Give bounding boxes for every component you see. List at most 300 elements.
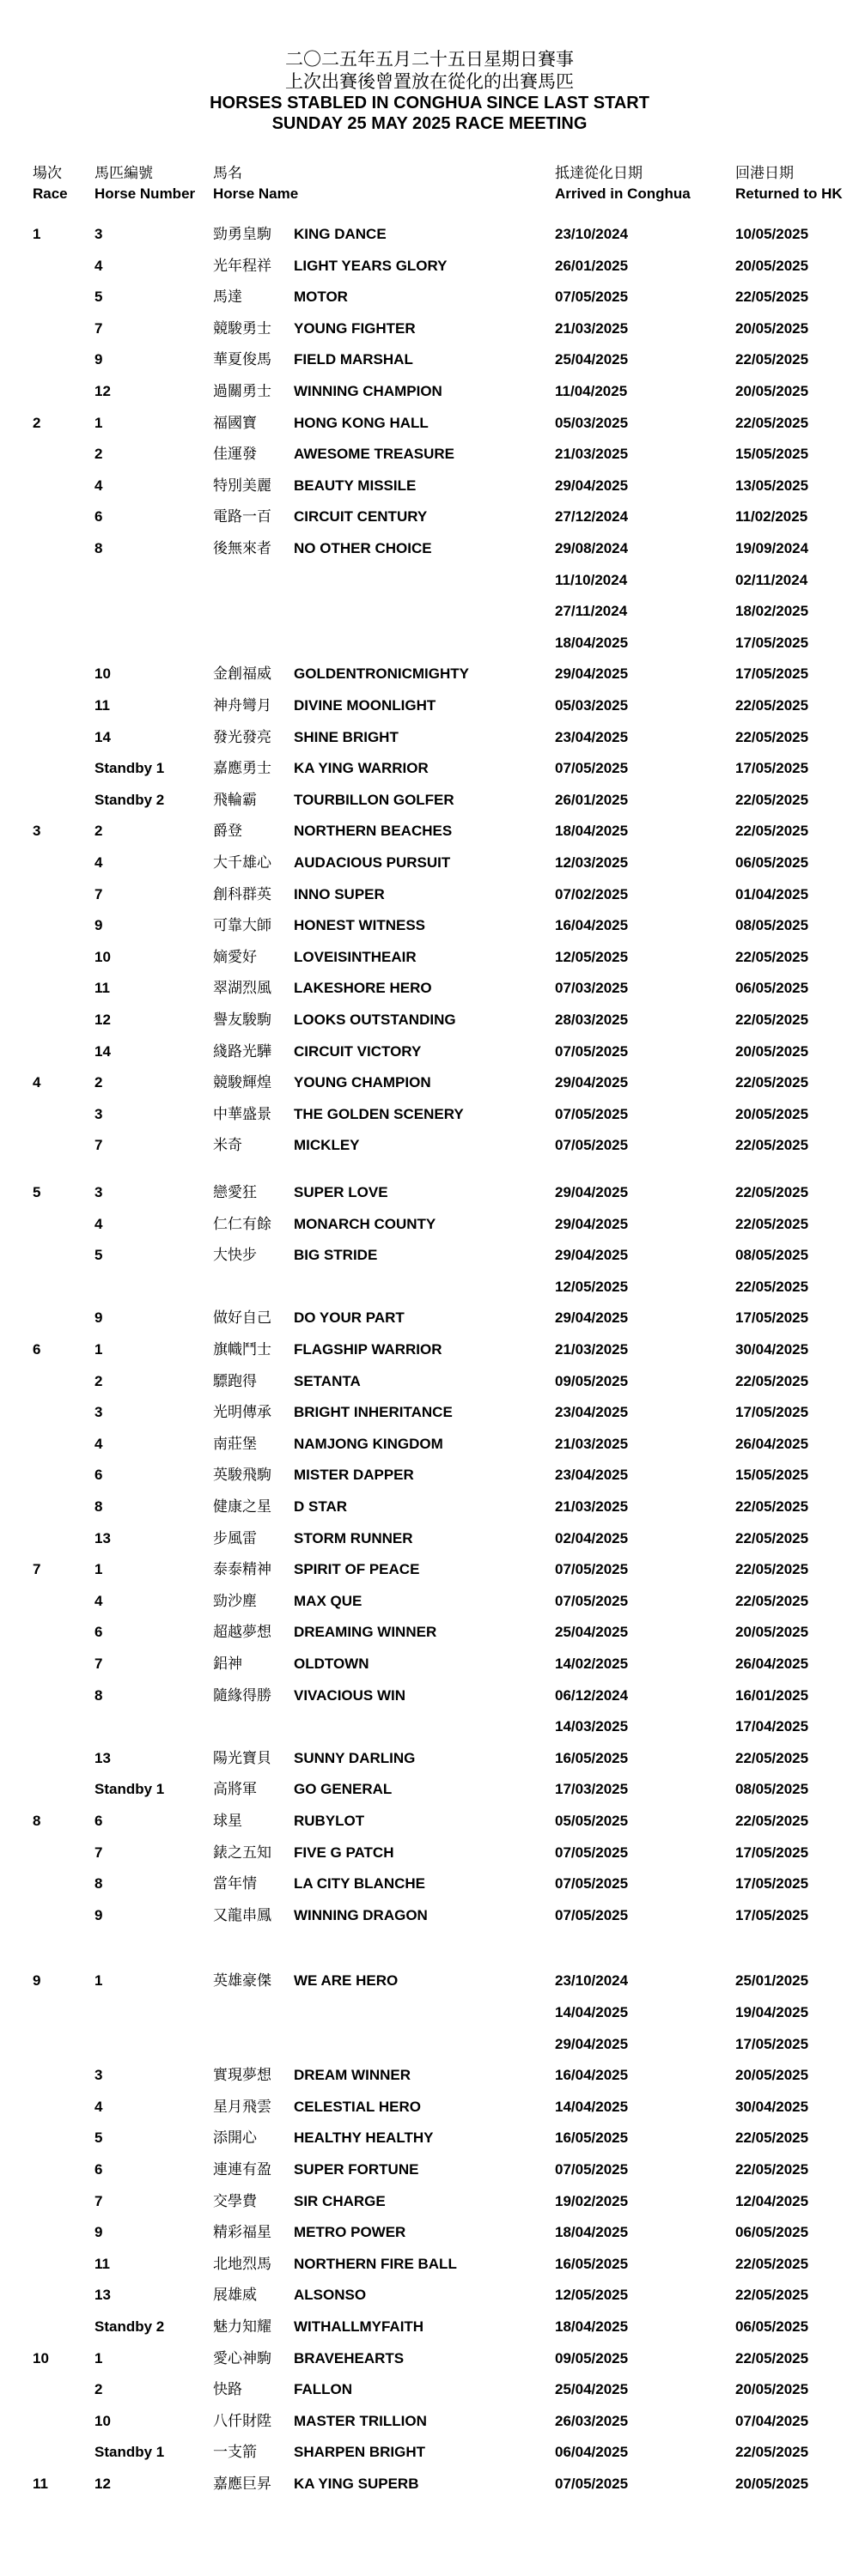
- returned-date-cell: 17/05/2025: [735, 2035, 809, 2052]
- returned-date-cell: 17/05/2025: [735, 760, 809, 777]
- horse-name-zh-cell: 隨緣得勝: [213, 1686, 271, 1704]
- horse-name-zh-cell: 飛輪霸: [213, 791, 257, 809]
- arrived-date-cell: 29/04/2025: [555, 1215, 629, 1232]
- horse-number-cell: Standby 2: [94, 2318, 165, 2335]
- table-row: [0, 630, 859, 656]
- horse-name-en-cell: FLAGSHIP WARRIOR: [294, 1341, 442, 1358]
- horse-name-zh-cell: 爵登: [213, 823, 242, 841]
- returned-date-cell: 20/05/2025: [735, 257, 809, 274]
- horse-name-en-cell: WINNING CHAMPION: [294, 383, 442, 399]
- race-cell: 8: [33, 1813, 41, 1829]
- race-cell: 6: [33, 1341, 41, 1358]
- horse-name-zh-cell: 米奇: [213, 1137, 242, 1155]
- horse-name-zh-cell: 又龍串鳳: [213, 1906, 271, 1924]
- returned-date-cell: 13/05/2025: [735, 477, 809, 494]
- table-row: [0, 1526, 859, 1552]
- horse-name-en-cell: SUNNY DARLING: [294, 1749, 416, 1766]
- arrived-date-cell: 07/05/2025: [555, 1875, 629, 1893]
- returned-date-cell: 22/05/2025: [735, 728, 809, 745]
- horse-name-en-cell: SETANTA: [294, 1372, 361, 1389]
- horse-name-zh-cell: 競駿輝煌: [213, 1074, 271, 1092]
- horse-name-zh-cell: 福國寶: [213, 414, 257, 432]
- horse-name-en-cell: AWESOME TREASURE: [294, 446, 455, 463]
- horse-name-zh-cell: 步風雷: [213, 1529, 257, 1547]
- table-row: [0, 2282, 859, 2308]
- returned-date-cell: 22/05/2025: [735, 2349, 809, 2366]
- arrived-date-cell: 26/03/2025: [555, 2412, 629, 2429]
- returned-date-cell: 22/05/2025: [735, 1215, 809, 1232]
- arrived-date-cell: 09/05/2025: [555, 2349, 629, 2366]
- arrived-date-cell: 14/02/2025: [555, 1656, 629, 1672]
- arrived-date-cell: 21/03/2025: [555, 1435, 629, 1452]
- returned-date-cell: 06/05/2025: [735, 980, 809, 997]
- table-row: [0, 1903, 859, 1929]
- horse-number-cell: 4: [94, 477, 103, 494]
- arrived-date-cell: 21/03/2025: [555, 446, 629, 463]
- horse-number-cell: 7: [94, 2192, 103, 2209]
- table-row: [0, 568, 859, 593]
- arrived-date-cell: 27/11/2024: [555, 603, 628, 620]
- arrived-date-cell: 21/03/2025: [555, 1341, 629, 1358]
- horse-number-cell: 10: [94, 948, 111, 965]
- horse-name-en-cell: GO GENERAL: [294, 1781, 393, 1798]
- returned-date-cell: 17/04/2025: [735, 1718, 809, 1735]
- returned-date-cell: 22/05/2025: [735, 2129, 809, 2147]
- returned-date-cell: 22/05/2025: [735, 1372, 809, 1389]
- horse-name-en-cell: KING DANCE: [294, 226, 387, 242]
- table-row: [0, 850, 859, 876]
- horse-name-zh-cell: 驃跑得: [213, 1372, 257, 1390]
- horse-name-en-cell: LAKESHORE HERO: [294, 980, 432, 997]
- horse-number-cell: 11: [94, 2255, 110, 2272]
- horse-name-zh-cell: 競駿勇士: [213, 319, 271, 337]
- arrived-date-cell: 07/05/2025: [555, 1105, 629, 1122]
- returned-date-cell: 17/05/2025: [735, 665, 809, 683]
- table-row: [0, 1714, 859, 1740]
- horse-number-cell: 2: [94, 446, 103, 463]
- horse-number-cell: 14: [94, 1042, 111, 1060]
- table-row: [0, 1305, 859, 1331]
- horse-name-zh-cell: 嘉應巨昇: [213, 2476, 271, 2493]
- horse-name-en-cell: RUBYLOT: [294, 1813, 365, 1829]
- horse-name-zh-cell: 錶之五知: [213, 1844, 271, 1862]
- horse-name-zh-cell: 展雄威: [213, 2287, 257, 2305]
- horse-name-en-cell: BEAUTY MISSILE: [294, 477, 417, 494]
- returned-date-cell: 22/05/2025: [735, 2287, 809, 2304]
- horse-name-en-cell: FALLON: [294, 2381, 352, 2398]
- horse-name-zh-cell: 健康之星: [213, 1498, 271, 1516]
- horse-number-cell: 13: [94, 1749, 111, 1766]
- document-header: [0, 48, 859, 134]
- table-row: [0, 379, 859, 404]
- returned-date-cell: 08/05/2025: [735, 1247, 809, 1264]
- horse-name-zh-cell: 光明傳承: [213, 1404, 271, 1422]
- returned-date-cell: 26/04/2025: [735, 1435, 809, 1452]
- horse-number-cell: Standby 1: [94, 1781, 165, 1798]
- horse-number-cell: 7: [94, 1656, 103, 1672]
- horse-name-zh-cell: 精彩福星: [213, 2224, 271, 2242]
- arrived-date-cell: 12/05/2025: [555, 948, 629, 965]
- arrived-date-cell: 25/04/2025: [555, 351, 629, 368]
- horse-number-cell: 7: [94, 885, 103, 902]
- returned-date-cell: 18/02/2025: [735, 603, 809, 620]
- returned-date-cell: 12/04/2025: [735, 2192, 809, 2209]
- arrived-date-cell: 16/05/2025: [555, 2129, 629, 2147]
- returned-date-cell: 06/05/2025: [735, 2318, 809, 2335]
- arrived-date-cell: 29/04/2025: [555, 2035, 629, 2052]
- table-row: [0, 2189, 859, 2215]
- returned-date-cell: 15/05/2025: [735, 1467, 809, 1484]
- table-row: [0, 882, 859, 908]
- returned-date-cell: 22/05/2025: [735, 2161, 809, 2178]
- race-cell: 10: [33, 2349, 49, 2366]
- horse-number-cell: 6: [94, 1467, 103, 1484]
- horse-number-cell: 8: [94, 1875, 103, 1893]
- returned-date-cell: 22/05/2025: [735, 1012, 809, 1028]
- table-row: [0, 1369, 859, 1394]
- horse-number-cell: Standby 1: [94, 2444, 165, 2461]
- table-row: [0, 818, 859, 844]
- returned-date-cell: 01/04/2025: [735, 885, 809, 902]
- horse-name-zh-cell: 當年情: [213, 1875, 257, 1893]
- table-row: [0, 1462, 859, 1488]
- table-row: [0, 1619, 859, 1645]
- horse-name-en-cell: CIRCUIT VICTORY: [294, 1042, 422, 1060]
- horse-name-zh-cell: 金創福威: [213, 665, 271, 683]
- returned-date-cell: 22/05/2025: [735, 2444, 809, 2461]
- returned-date-cell: 22/05/2025: [735, 1278, 809, 1295]
- table-row: [0, 1777, 859, 1802]
- horse-name-zh-cell: 泰泰精神: [213, 1561, 271, 1579]
- horse-name-en-cell: NAMJONG KINGDOM: [294, 1435, 443, 1452]
- table-row: [0, 1431, 859, 1457]
- returned-date-cell: 15/05/2025: [735, 446, 809, 463]
- horse-name-en-cell: CELESTIAL HERO: [294, 2098, 421, 2115]
- horse-name-en-cell: VIVACIOUS WIN: [294, 1686, 406, 1704]
- horse-name-en-cell: MASTER TRILLION: [294, 2412, 427, 2429]
- col-returned-en: Returned to HK: [735, 185, 843, 202]
- horse-number-cell: 7: [94, 1137, 103, 1154]
- title-en-line1: HORSES STABLED IN CONGHUA SINCE LAST START: [210, 94, 649, 112]
- returned-date-cell: 17/05/2025: [735, 1906, 809, 1923]
- table-row: [0, 661, 859, 687]
- arrived-date-cell: 29/04/2025: [555, 1074, 629, 1091]
- returned-date-cell: 22/05/2025: [735, 414, 809, 431]
- table-row: [0, 1039, 859, 1065]
- horse-number-cell: 1: [94, 1972, 103, 1990]
- table-row: [0, 347, 859, 373]
- horse-number-cell: Standby 2: [94, 791, 165, 808]
- returned-date-cell: 22/05/2025: [735, 823, 809, 840]
- col-name-en: Horse Name: [213, 185, 299, 202]
- arrived-date-cell: 18/04/2025: [555, 823, 629, 840]
- arrived-date-cell: 05/03/2025: [555, 697, 629, 714]
- horse-name-zh-cell: 勁勇皇駒: [213, 226, 271, 243]
- race-cell: 1: [33, 226, 41, 242]
- table-row: [0, 1651, 859, 1677]
- horse-name-zh-cell: 大快步: [213, 1247, 257, 1265]
- table-row: [0, 473, 859, 499]
- horse-name-en-cell: LOOKS OUTSTANDING: [294, 1012, 456, 1028]
- horse-name-zh-cell: 電路一百: [213, 508, 271, 526]
- table-row: [0, 975, 859, 1001]
- table-row: [0, 2063, 859, 2088]
- returned-date-cell: 22/05/2025: [735, 1074, 809, 1091]
- horse-name-en-cell: LA CITY BLANCHE: [294, 1875, 425, 1893]
- horse-name-en-cell: D STAR: [294, 1498, 348, 1515]
- table-row: [0, 2032, 859, 2057]
- arrived-date-cell: 23/04/2025: [555, 1467, 629, 1484]
- returned-date-cell: 07/04/2025: [735, 2412, 809, 2429]
- returned-date-cell: 20/05/2025: [735, 2381, 809, 2398]
- table-row: [0, 1102, 859, 1127]
- table-row: [0, 441, 859, 467]
- horse-name-en-cell: NORTHERN FIRE BALL: [294, 2255, 457, 2272]
- table-row: [0, 1180, 859, 1206]
- race-cell: 4: [33, 1074, 41, 1091]
- horse-name-zh-cell: 星月飛雲: [213, 2098, 271, 2116]
- horse-name-zh-cell: 南莊堡: [213, 1435, 257, 1453]
- returned-date-cell: 17/05/2025: [735, 1875, 809, 1893]
- returned-date-cell: 17/05/2025: [735, 1844, 809, 1861]
- horse-name-en-cell: MOTOR: [294, 289, 348, 306]
- table-row: [0, 725, 859, 750]
- returned-date-cell: 17/05/2025: [735, 634, 809, 651]
- arrived-date-cell: 06/12/2024: [555, 1686, 629, 1704]
- horse-number-cell: 9: [94, 2224, 103, 2241]
- arrived-date-cell: 07/05/2025: [555, 760, 629, 777]
- arrived-date-cell: 07/05/2025: [555, 289, 629, 306]
- horse-name-zh-cell: 發光發亮: [213, 728, 271, 746]
- horse-name-en-cell: METRO POWER: [294, 2224, 406, 2241]
- horse-name-en-cell: SHINE BRIGHT: [294, 728, 399, 745]
- horse-name-en-cell: WE ARE HERO: [294, 1972, 399, 1990]
- col-arrived-en: Arrived in Conghua: [555, 185, 691, 202]
- horse-name-en-cell: BRAVEHEARTS: [294, 2349, 405, 2366]
- arrived-date-cell: 11/04/2025: [555, 383, 628, 399]
- horse-number-cell: 9: [94, 917, 103, 934]
- horse-number-cell: 8: [94, 1498, 103, 1515]
- returned-date-cell: 11/02/2025: [735, 508, 808, 526]
- horse-name-en-cell: HONG KONG HALL: [294, 414, 429, 431]
- horse-number-cell: 7: [94, 1844, 103, 1861]
- arrived-date-cell: 16/04/2025: [555, 2067, 629, 2084]
- arrived-date-cell: 29/04/2025: [555, 1184, 629, 1200]
- horse-name-zh-cell: 譽友駿駒: [213, 1012, 271, 1029]
- table-row: [0, 2346, 859, 2372]
- horse-name-en-cell: WITHALLMYFAITH: [294, 2318, 424, 2335]
- col-num-en: Horse Number: [94, 185, 196, 202]
- table-row: [0, 1007, 859, 1033]
- returned-date-cell: 10/05/2025: [735, 226, 809, 242]
- table-row: [0, 1840, 859, 1866]
- arrived-date-cell: 07/05/2025: [555, 2476, 629, 2492]
- horse-number-cell: 5: [94, 289, 103, 306]
- returned-date-cell: 22/05/2025: [735, 791, 809, 808]
- table-row: [0, 316, 859, 342]
- horse-name-en-cell: SHARPEN BRIGHT: [294, 2444, 426, 2461]
- horse-name-en-cell: BRIGHT INHERITANCE: [294, 1404, 453, 1421]
- table-row: [0, 253, 859, 279]
- returned-date-cell: 19/04/2025: [735, 2004, 809, 2020]
- horse-name-en-cell: AUDACIOUS PURSUIT: [294, 854, 451, 871]
- horse-name-zh-cell: 神舟彎月: [213, 697, 271, 714]
- horse-number-cell: 12: [94, 2476, 111, 2492]
- horse-name-zh-cell: 做好自己: [213, 1309, 271, 1327]
- returned-date-cell: 22/05/2025: [735, 948, 809, 965]
- horse-number-cell: 3: [94, 2067, 103, 2084]
- arrived-date-cell: 18/04/2025: [555, 2318, 629, 2335]
- horse-name-zh-cell: 連連有盈: [213, 2161, 271, 2178]
- race-cell: 9: [33, 1972, 41, 1990]
- horse-number-cell: 3: [94, 226, 103, 242]
- returned-date-cell: 06/05/2025: [735, 854, 809, 871]
- arrived-date-cell: 27/12/2024: [555, 508, 629, 526]
- table-row: [0, 2439, 859, 2465]
- table-row: [0, 1242, 859, 1268]
- col-arrived-zh: 抵達從化日期: [555, 165, 643, 182]
- race-cell: 3: [33, 823, 41, 840]
- table-row: [0, 1746, 859, 1771]
- arrived-date-cell: 21/03/2025: [555, 319, 629, 337]
- horse-name-zh-cell: 仁仁有餘: [213, 1215, 271, 1233]
- horse-name-en-cell: FIELD MARSHAL: [294, 351, 413, 368]
- horse-number-cell: 4: [94, 1592, 103, 1609]
- table-row: [0, 1337, 859, 1363]
- horse-name-en-cell: DREAM WINNER: [294, 2067, 411, 2084]
- horse-name-zh-cell: 八仟財陞: [213, 2412, 271, 2430]
- table-row: [0, 1212, 859, 1237]
- horse-number-cell: 1: [94, 2349, 103, 2366]
- horse-name-zh-cell: 實現夢想: [213, 2067, 271, 2085]
- horse-name-zh-cell: 佳運發: [213, 446, 257, 464]
- arrived-date-cell: 07/03/2025: [555, 980, 629, 997]
- horse-name-zh-cell: 旗幟鬥士: [213, 1341, 271, 1358]
- horse-name-zh-cell: 後無來者: [213, 540, 271, 557]
- horse-name-en-cell: WINNING DRAGON: [294, 1906, 428, 1923]
- horse-number-cell: 5: [94, 1247, 103, 1264]
- table-row: [0, 1274, 859, 1300]
- horse-number-cell: 14: [94, 728, 111, 745]
- horse-name-en-cell: YOUNG FIGHTER: [294, 319, 416, 337]
- horse-name-zh-cell: 快路: [213, 2381, 242, 2399]
- horse-name-en-cell: TOURBILLON GOLFER: [294, 791, 454, 808]
- horse-name-zh-cell: 添開心: [213, 2129, 257, 2148]
- arrived-date-cell: 21/03/2025: [555, 1498, 629, 1515]
- horse-number-cell: 4: [94, 1215, 103, 1232]
- column-headers: [0, 163, 859, 211]
- table-row: [0, 2157, 859, 2183]
- table-row: [0, 598, 859, 624]
- horse-number-cell: 4: [94, 2098, 103, 2115]
- returned-date-cell: 22/05/2025: [735, 1529, 809, 1546]
- horse-number-cell: 3: [94, 1105, 103, 1122]
- horse-name-en-cell: STORM RUNNER: [294, 1529, 413, 1546]
- horse-name-zh-cell: 陽光寶貝: [213, 1749, 271, 1767]
- title-zh-line1: 二〇二五年五月二十五日星期日賽事: [285, 49, 574, 70]
- horse-number-cell: 4: [94, 257, 103, 274]
- table-row: [0, 2125, 859, 2151]
- horse-number-cell: 6: [94, 508, 103, 526]
- table-row: [0, 787, 859, 813]
- arrived-date-cell: 18/04/2025: [555, 2224, 629, 2241]
- arrived-date-cell: 16/04/2025: [555, 917, 629, 934]
- title-zh-line2: 上次出賽後曾置放在從化的出賽馬匹: [285, 71, 574, 92]
- arrived-date-cell: 07/05/2025: [555, 2161, 629, 2178]
- arrived-date-cell: 23/10/2024: [555, 1972, 629, 1990]
- horse-number-cell: 11: [94, 697, 110, 714]
- arrived-date-cell: 07/05/2025: [555, 1592, 629, 1609]
- arrived-date-cell: 14/04/2025: [555, 2004, 629, 2020]
- horse-name-en-cell: NO OTHER CHOICE: [294, 540, 432, 556]
- horse-name-en-cell: GOLDENTRONICMIGHTY: [294, 665, 469, 683]
- horse-number-cell: 6: [94, 1624, 103, 1641]
- horse-name-zh-cell: 北地烈馬: [213, 2255, 271, 2273]
- horse-name-zh-cell: 英雄豪傑: [213, 1972, 271, 1990]
- horse-name-en-cell: LIGHT YEARS GLORY: [294, 257, 448, 274]
- horse-number-cell: 13: [94, 1529, 111, 1546]
- col-name-zh: 馬名: [213, 165, 242, 182]
- returned-date-cell: 06/05/2025: [735, 2224, 809, 2241]
- arrived-date-cell: 16/05/2025: [555, 2255, 629, 2272]
- table-row: [0, 1871, 859, 1897]
- horse-name-en-cell: DO YOUR PART: [294, 1309, 405, 1327]
- returned-date-cell: 22/05/2025: [735, 1592, 809, 1609]
- horse-number-cell: 3: [94, 1184, 103, 1200]
- returned-date-cell: 20/05/2025: [735, 383, 809, 399]
- horse-name-zh-cell: 球星: [213, 1813, 242, 1830]
- horse-number-cell: 3: [94, 1404, 103, 1421]
- arrived-date-cell: 07/02/2025: [555, 885, 629, 902]
- horse-name-en-cell: KA YING WARRIOR: [294, 760, 429, 777]
- returned-date-cell: 26/04/2025: [735, 1656, 809, 1672]
- horse-name-en-cell: SPIRIT OF PEACE: [294, 1561, 420, 1578]
- arrived-date-cell: 02/04/2025: [555, 1529, 629, 1546]
- horse-name-en-cell: BIG STRIDE: [294, 1247, 378, 1264]
- horse-name-zh-cell: 光年程祥: [213, 257, 271, 275]
- horse-name-en-cell: DIVINE MOONLIGHT: [294, 697, 436, 714]
- horse-number-cell: 1: [94, 414, 103, 431]
- arrived-date-cell: 29/04/2025: [555, 477, 629, 494]
- horse-number-cell: 4: [94, 1435, 103, 1452]
- horse-name-zh-cell: 大千雄心: [213, 854, 271, 872]
- horse-number-cell: 10: [94, 665, 111, 683]
- horse-number-cell: 6: [94, 1813, 103, 1829]
- returned-date-cell: 20/05/2025: [735, 2476, 809, 2492]
- horse-name-zh-cell: 鋁神: [213, 1656, 242, 1673]
- col-num-zh: 馬匹編號: [94, 165, 153, 182]
- horse-name-zh-cell: 可靠大師: [213, 917, 271, 935]
- horse-name-en-cell: THE GOLDEN SCENERY: [294, 1105, 464, 1122]
- table-row: [0, 756, 859, 781]
- horse-number-cell: 9: [94, 351, 103, 368]
- col-race-en: Race: [33, 185, 68, 202]
- arrived-date-cell: 07/05/2025: [555, 1844, 629, 1861]
- returned-date-cell: 22/05/2025: [735, 2255, 809, 2272]
- horse-number-cell: 6: [94, 2161, 103, 2178]
- arrived-date-cell: 26/01/2025: [555, 791, 629, 808]
- table-row: [0, 1968, 859, 1994]
- arrived-date-cell: 23/10/2024: [555, 226, 629, 242]
- horse-name-en-cell: MONARCH COUNTY: [294, 1215, 436, 1232]
- arrived-date-cell: 12/03/2025: [555, 854, 629, 871]
- arrived-date-cell: 07/05/2025: [555, 1561, 629, 1578]
- horse-number-cell: 8: [94, 540, 103, 556]
- table-row: [0, 2220, 859, 2245]
- horse-name-en-cell: SUPER FORTUNE: [294, 2161, 419, 2178]
- arrived-date-cell: 29/04/2025: [555, 665, 629, 683]
- horse-name-en-cell: CIRCUIT CENTURY: [294, 508, 428, 526]
